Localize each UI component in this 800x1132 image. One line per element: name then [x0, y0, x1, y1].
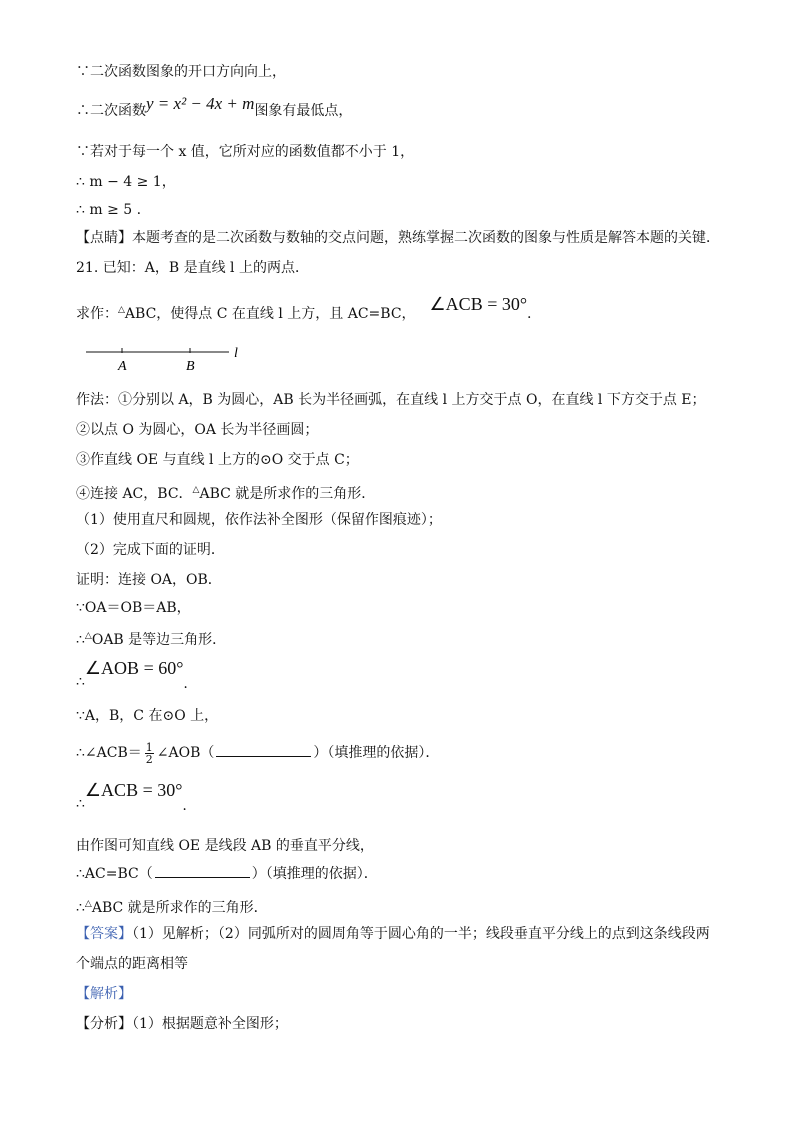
line-25-answer: 【答案】（1）见解析；（2）同弧所对的圆周角等于圆心角的一半；线段垂直平分线上的点到这条线段两	[76, 926, 710, 942]
line-24: ∴△ABC 就是所求作的三角形．	[76, 899, 268, 916]
triangle-symbol: △	[84, 899, 92, 909]
line-8-task: 求作：△ABC，使得点 C 在直线 l 上方，且 AC=BC， ∠ACB = 30°.	[76, 294, 532, 322]
formula-angle-aob: ∠AOB = 60°	[84, 658, 184, 678]
line-4: ∴ m − 4 ≥ 1，	[76, 174, 176, 190]
line-23: ∴AC=BC（ ）（填推理的依据）．	[76, 866, 378, 882]
formula-quadratic: y = x² − 4x + m	[146, 94, 255, 113]
line-1: ∵二次函数图象的开口方向向上，	[76, 64, 286, 80]
point-b-label: B	[186, 359, 195, 374]
answer-blank-2[interactable]	[155, 865, 250, 878]
line-26: 个端点的距离相等	[76, 956, 188, 972]
triangle-symbol: △	[84, 631, 92, 641]
line-5: ∴ m ≥ 5 .	[76, 202, 142, 218]
line-9-method-1: 作法：①分别以 A，B 为圆心，AB 长为半径画弧，在直线 l 上方交于点 O，在直线 l 下方交于点 E；	[76, 392, 706, 408]
point-a-label: A	[118, 359, 127, 374]
line-l-figure	[84, 340, 264, 374]
line-13-part-1: （1）使用直尺和圆规，依作法补全图形（保留作图痕迹）；	[76, 512, 442, 528]
line-10-method-2: ②以点 O 为圆心，OA 长为半径画圆；	[76, 422, 319, 438]
formula-angle-acb-result: ∠ACB = 30°	[84, 780, 183, 800]
answer-blank-1[interactable]	[216, 744, 311, 757]
line-21: ∴∠ACB = 30°.	[76, 780, 187, 814]
line-15-proof-start: 证明：连接 OA，OB．	[76, 572, 222, 588]
answer-tag: 【答案】	[76, 926, 132, 942]
line-2: ∴二次函数y = x² − 4x + m图象有最低点，	[76, 94, 353, 119]
formula-angle-acb: ∠ACB = 30°	[429, 294, 528, 314]
line-20: ∴∠ACB＝ $\frac{1}{2}$ ∠AOB（ ）（填推理的依据）．	[76, 740, 440, 766]
fraction-one-half: $\frac{1}{2}$	[145, 740, 153, 766]
triangle-symbol: △	[192, 485, 200, 495]
triangle-symbol: △	[118, 305, 125, 315]
line-3: ∵若对于每一个 x 值，它所对应的函数值都不小于 1，	[76, 144, 415, 160]
line-27-analysis-tag: 【解析】	[76, 986, 132, 1002]
line-11-method-3: ③作直线 OE 与直线 l 上方的⊙O 交于点 C；	[76, 452, 359, 468]
line-l-label: l	[234, 346, 238, 361]
line-22: 由作图可知直线 OE 是线段 AB 的垂直平分线，	[76, 838, 374, 854]
line-6-dianjing: 【点睛】本题考查的是二次函数与数轴的交点问题，熟练掌握二次函数的图象与性质是解答本题的关键．	[76, 230, 720, 246]
line-28-fenxi: 【分析】（1）根据题意补全图形；	[76, 1016, 288, 1032]
line-19: ∵A，B，C 在⊙O 上，	[76, 708, 219, 724]
line-7-question-21: 21. 已知：A，B 是直线 l 上的两点．	[76, 260, 309, 276]
line-16: ∵OA＝OB＝AB，	[76, 600, 191, 616]
line-12-method-4: ④连接 AC，BC．△ABC 就是所求作的三角形．	[76, 485, 376, 502]
line-14-part-2: （2）完成下面的证明．	[76, 542, 225, 558]
line-18: ∴∠AOB = 60°.	[76, 658, 188, 692]
line-17: ∴△OAB 是等边三角形．	[76, 631, 227, 648]
